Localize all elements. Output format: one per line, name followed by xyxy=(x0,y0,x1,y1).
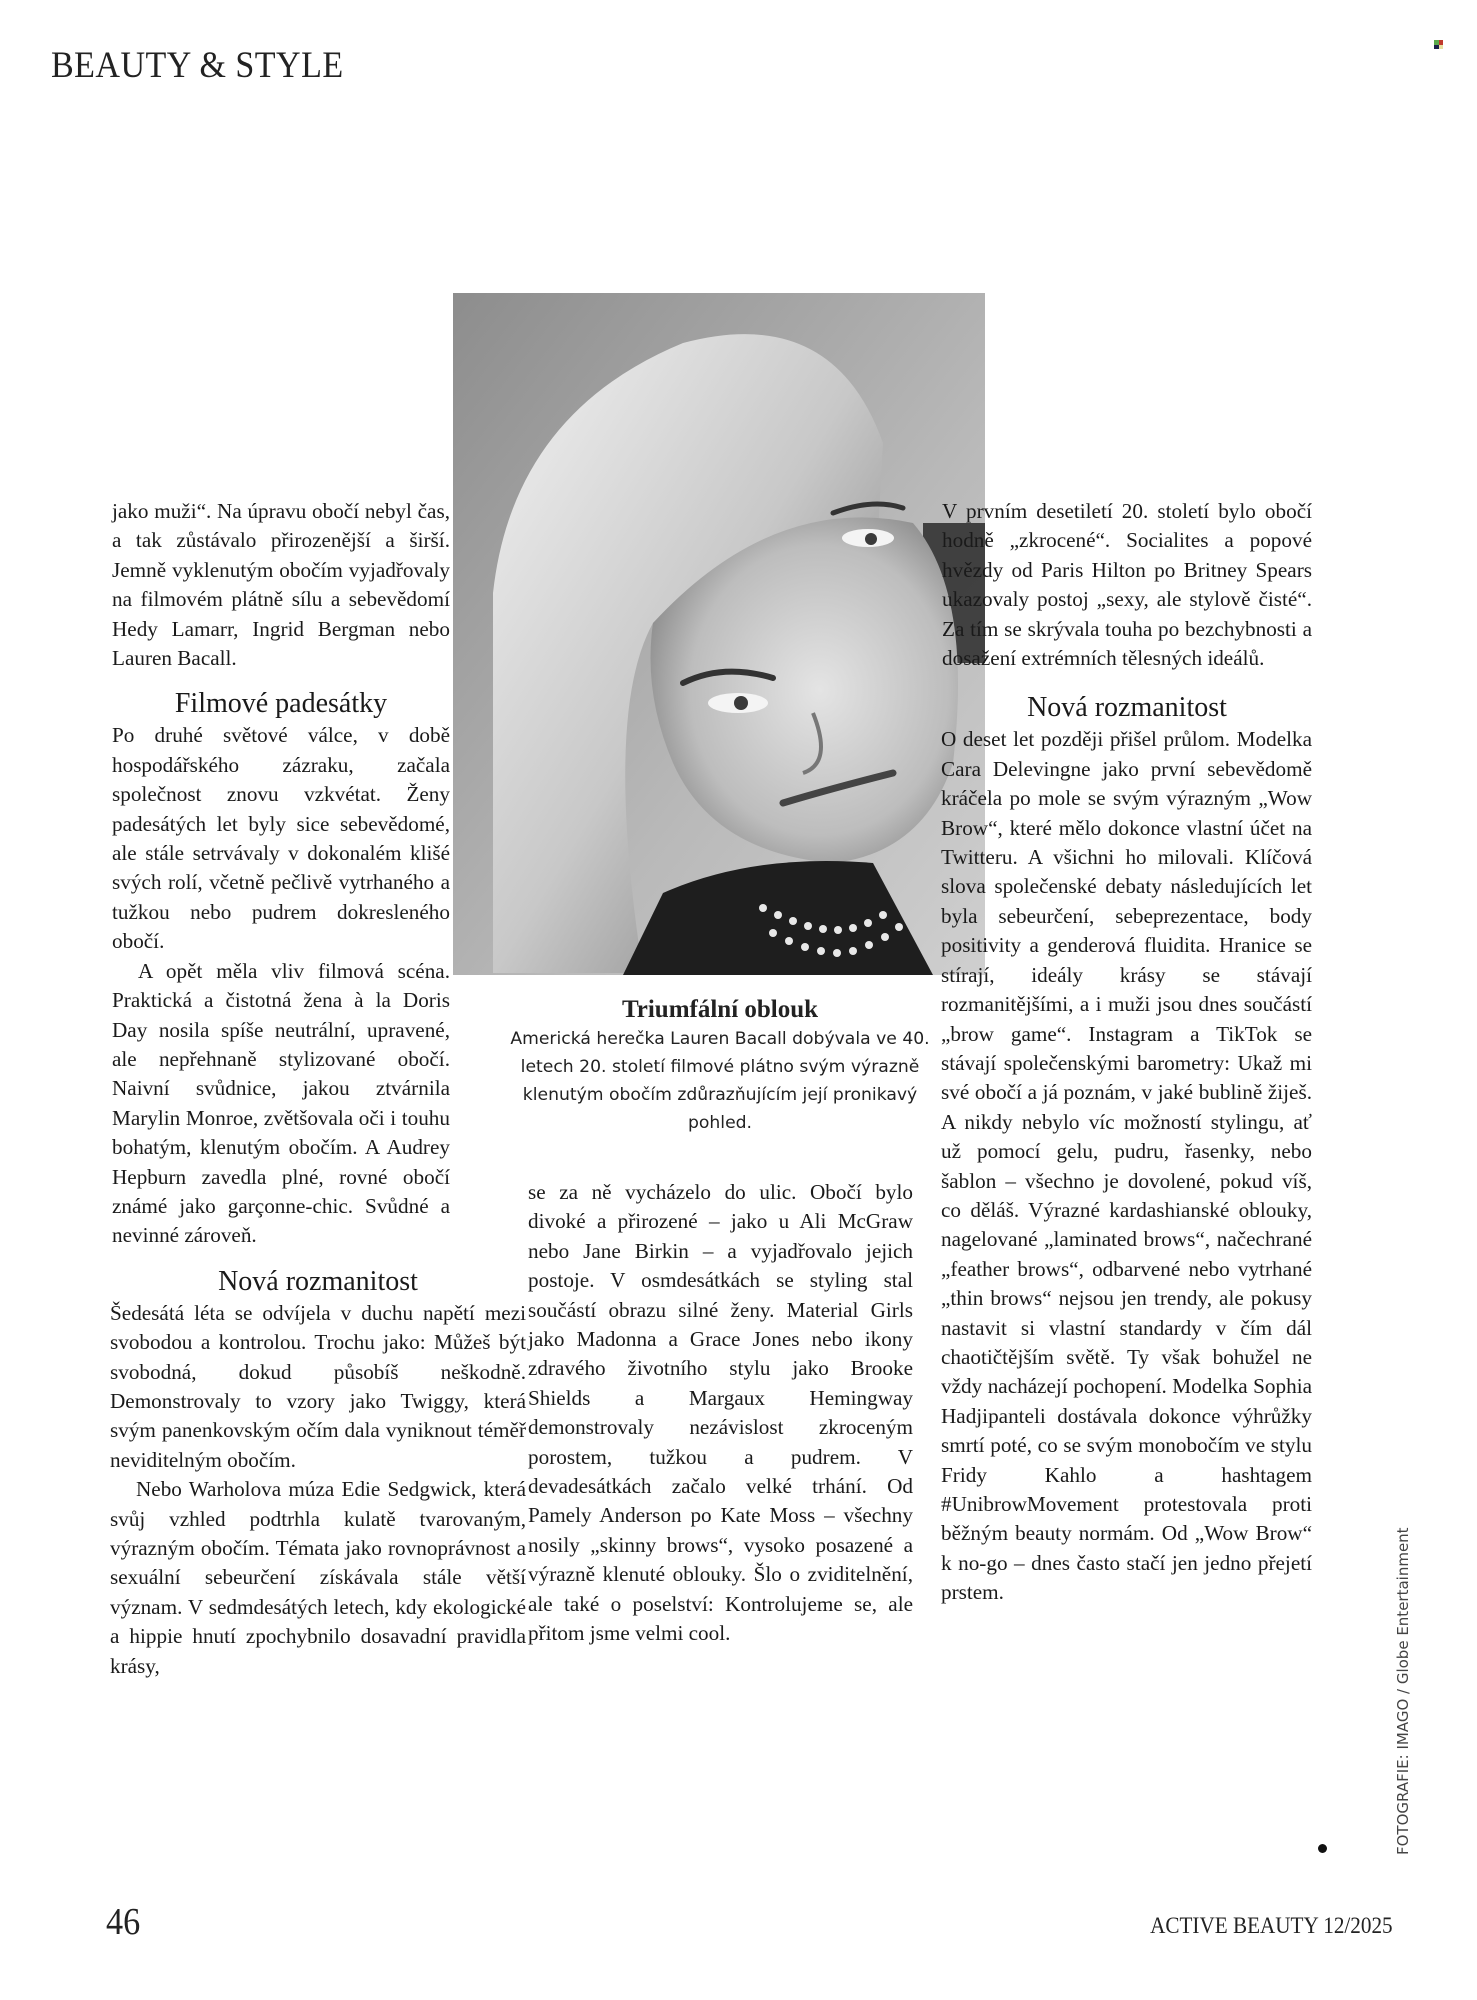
paragraph: A opět měla vliv filmová scéna. Praktická a čistotná žena à la Doris Day nosila spíše neutrální, upravené, ale nepřehnaně stylizované obočí. Naivní svůdnice, jakou ztvárnila Marylin Monroe, zvětšovala oči i touhu bohatým, klenutým obočím. A Audrey Hepburn zavedla plné, rovné obočí známé jako garçonne-chic. Svůdné a nevinné zároveň. xyxy=(112,958,450,1248)
paragraph: O deset let později přišel průlom. Modelka Cara Delevingne jako první sebevědomě kráčela po mole se svým výrazným „Wow Brow“, které mělo dokonce vlastní účet na Twitteru. A všichni ho milovali. Klíčová slova společenské debaty následujících let byla sebeurčení, sebeprezentace, body positivity a genderová fluidita. Hranice se stírají, ideály krásy se stávají rozmanitějšími, a i muži jsou dnes součástí „brow game“. Instagram a TikTok se stávají společenskými barometry: Ukaž mi své obočí a já poznám, v jaké bublině žiješ. A nikdy nebylo víc možností stylingu, ať už pomocí gelu, pudru, řasenky, nebo šablon – všechno je dovolené, pokud víš, co děláš. Výrazné kardashianské oblouky, nagelované „laminated brows“, načechrané „feather brows“, odbarvené nebo vytrhané „thin brows“ nejsou jen trendy, ale pokusy nastavit si vlastní standardy v čím dál chaotičtějším světě. Ty však bohužel ne vždy nacházejí pochopení. Modelka Sophia Hadjipanteli dostávala dokonce výhrůžky smrtí poté, co se svým monobočím ve stylu Fridy Kahlo a hashtagem #UnibrowMovement protestovala proti běžným beauty normám. Od „Wow Brow“ k no-go – dnes často stačí jen jedno přejetí prstem. xyxy=(941,727,1312,1605)
page-number: 46 xyxy=(106,1901,141,1943)
subheading: Nová rozmanitost xyxy=(1027,692,1227,724)
paragraph: V prvním desetiletí 20. století bylo obočí hodně „zkrocené“. Socialites a popové hvězdy od Paris Hilton po Britney Spears ukazovaly postoj „sexy, ale stylově čisté“. Za tím se skrývala touha po bezchybnosti a dosažení extrémních tělesných ideálů. xyxy=(942,499,1312,671)
subheading: Nová rozmanitost xyxy=(218,1265,418,1297)
portrait-photo-illustration xyxy=(453,293,985,975)
paragraph: jako muži“. Na úpravu obočí nebyl čas, a tak zůstávalo přirozenější a širší. Jemně vyklenutým obočím vyjadřovaly na filmovém plátně sílu a sebevědomí Hedy Lamarr, Ingrid Bergman nebo Lauren Bacall. xyxy=(112,499,450,671)
article-column-1 xyxy=(110,497,526,1681)
photo-caption xyxy=(505,995,935,1137)
portrait-photo xyxy=(453,293,985,975)
photo-credit: FOTOGRAFIE: IMAGO / Globe Entertainment xyxy=(1394,1527,1412,1855)
article-column-3 xyxy=(942,497,1312,1608)
paragraph: Nebo Warholova múza Edie Sedgwick, která svůj vzhled podtrhla kulatě tvarovaným, výrazným obočím. Témata jako rovnoprávnost a sexuální sebeurčení získávala stále větší význam. V sedmdesátých letech, kdy ekologické a hippie hnutí zpochybnilo dosavadní pravidla krásy, xyxy=(110,1477,526,1678)
subheading: Filmové padesátky xyxy=(174,688,388,720)
color-registration-mark-icon xyxy=(1434,40,1443,49)
paragraph: Šedesátá léta se odvíjela v duchu napětí mezi svobodou a kontrolou. Trochu jako: Můžeš být svobodná, dokud působíš neškodně. Demonstrovaly to vzory jako Twiggy, která svým panenkovským očím dala vyniknout téměř neviditelným obočím. xyxy=(110,1300,526,1472)
section-label: BEAUTY & STYLE xyxy=(51,45,344,86)
paragraph: Po druhé světové válce, v době hospodářského zázraku, začala společnost znovu vzkvétat. Ženy padesátých let byly sice sebevědomé, ale stále setrvávaly v dokonalém klišé svých rolí, včetně pečlivě vytrhaného a tužkou nebo pudrem dokresleného obočí. xyxy=(112,723,450,954)
end-of-article-bullet-icon xyxy=(1318,1844,1327,1853)
article-column-2 xyxy=(528,1178,913,1649)
paragraph: se za ně vycházelo do ulic. Obočí bylo divoké a přirozené – jako u Ali McGraw nebo Jane Birkin – a vyjadřovalo jejich postoje. V osmdesátkách se styling stal součástí obrazu silné ženy. Material Girls jako Madonna a Grace Jones nebo ikony zdravého životního stylu jako Brooke Shields a Margaux Hemingway demonstrovaly nezávislost zkroceným porostem, tužkou a pudrem. V devadesátkách začalo velké trhání. Od Pamely Anderson po Kate Moss – všechny nosily „skinny brows“, vysoko posazené a výrazně klenuté oblouky. Šlo o zviditelnění, ale také o poselství: Kontrolujeme se, ale přitom jsme velmi cool. xyxy=(528,1180,913,1646)
magazine-issue: ACTIVE BEAUTY 12/2025 xyxy=(1150,1913,1393,1938)
caption-text: Americká herečka Lauren Bacall dobývala ve 40. letech 20. století filmové plátno svým výrazně klenutým obočím zdůrazňujícím její pronikavý pohled. xyxy=(510,1029,930,1133)
caption-title: Triumfální oblouk xyxy=(621,996,819,1023)
